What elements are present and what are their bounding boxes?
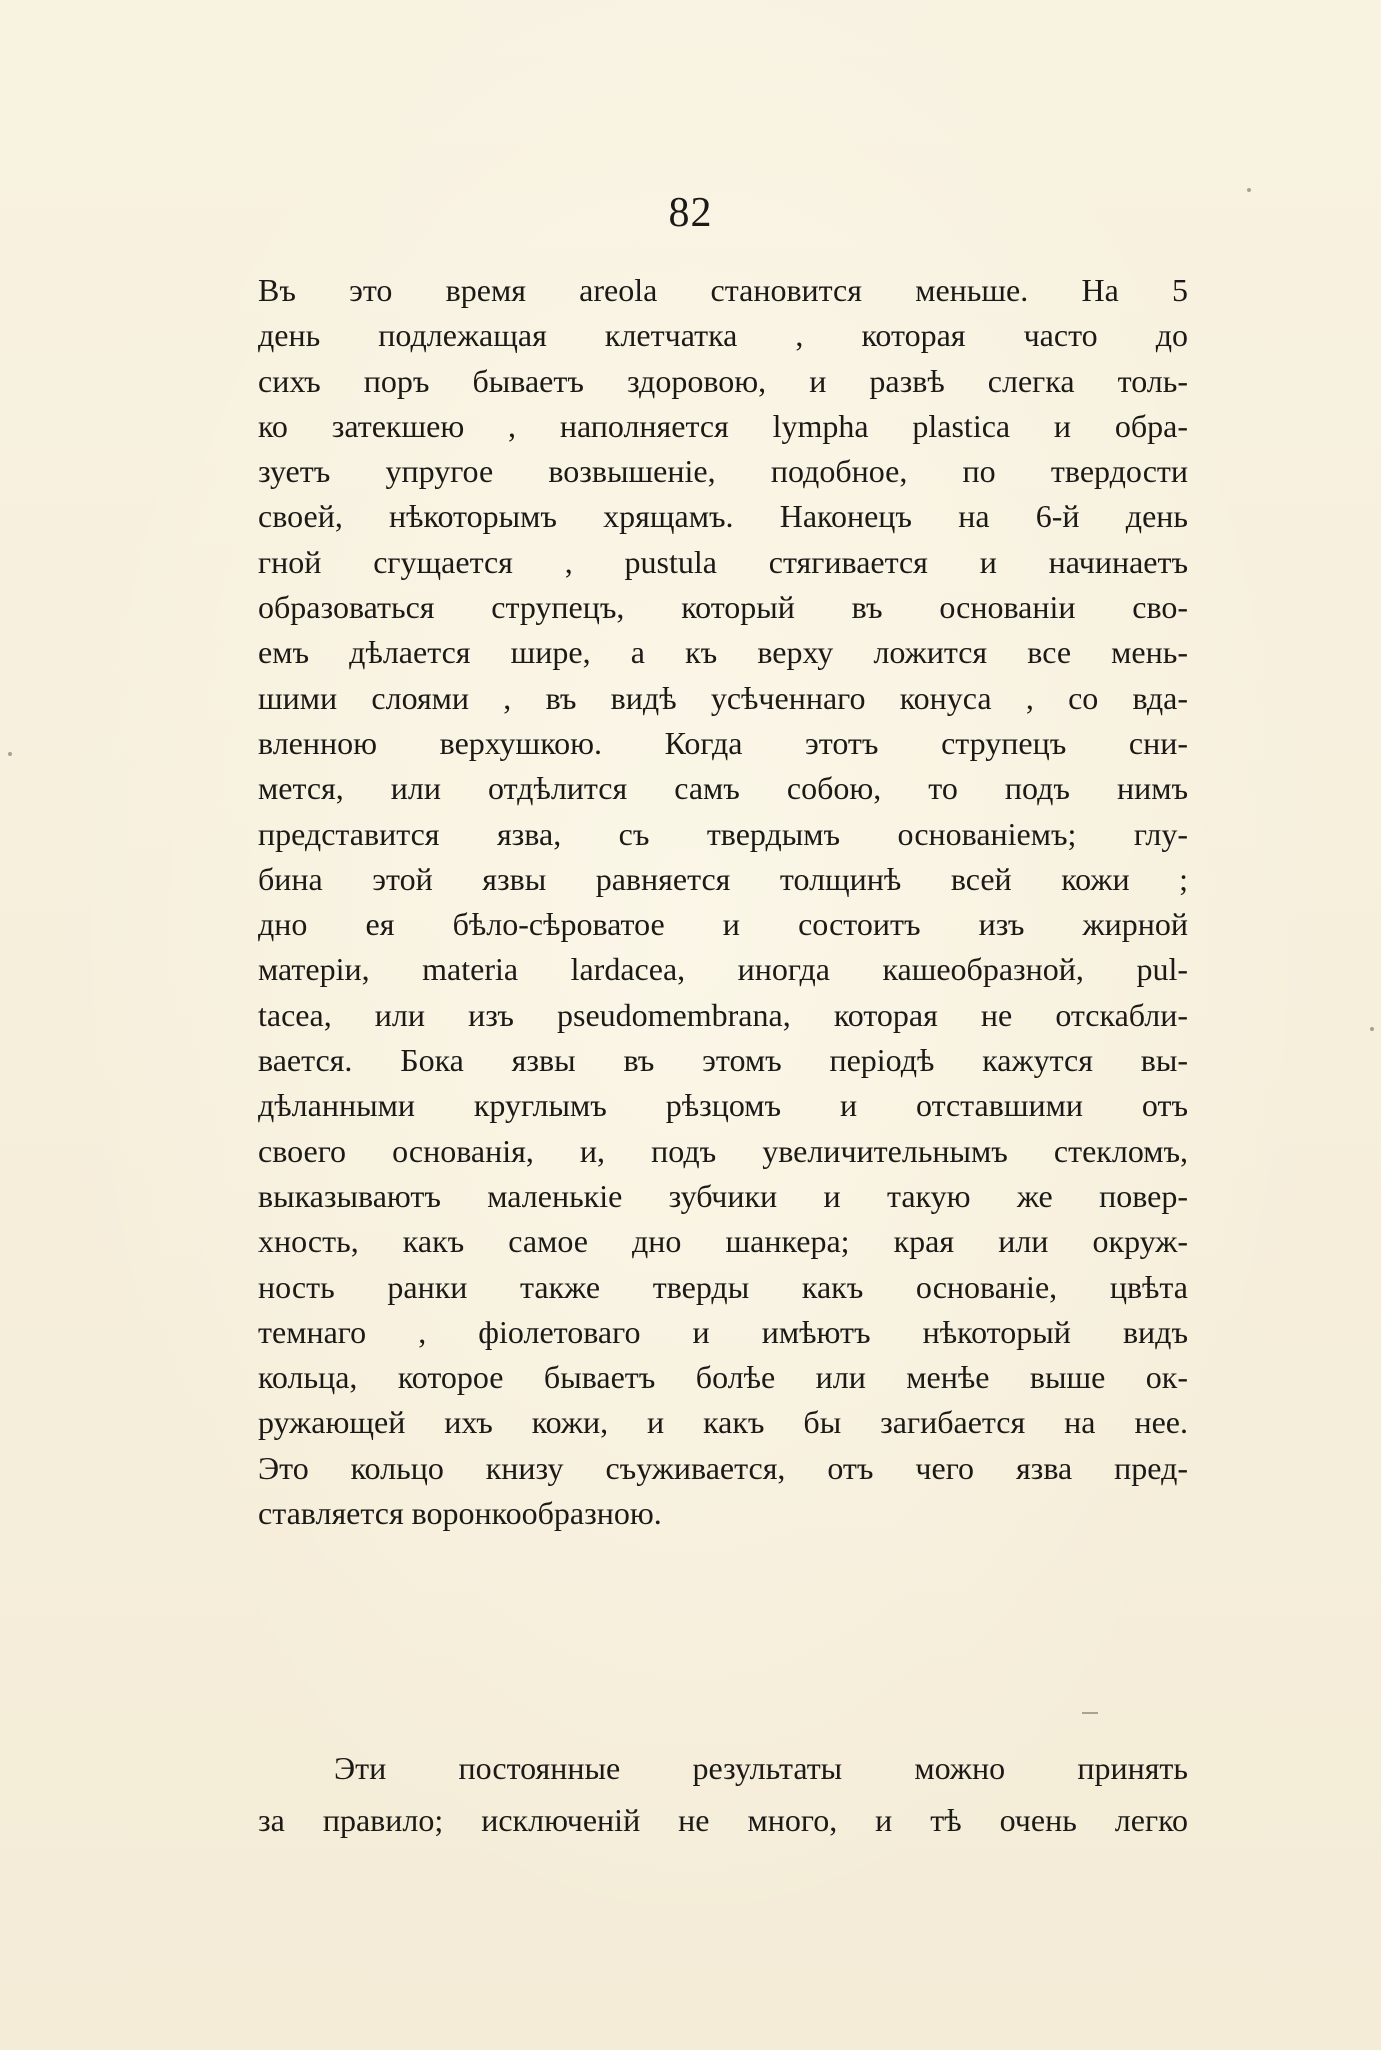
text-line: гной сгущается , pustula стягивается и начинаетъ [258, 543, 1188, 580]
ink-speck [1247, 188, 1251, 192]
separator-mark [1082, 1712, 1098, 1714]
text-line: дѣланными круглымъ рѣзцомъ и отставшими отъ [258, 1087, 1188, 1124]
text-line: дно ея бѣло-сѣроватое и состоитъ изъ жирной [258, 906, 1188, 943]
text-line: представится язва, съ твердымъ основаніемъ; глу- [258, 815, 1188, 852]
text-line: своей, нѣкоторымъ хрящамъ. Наконецъ на 6-й день [258, 498, 1188, 535]
text-line: ставляется воронкообразною. [258, 1495, 662, 1532]
text-line: выказываютъ маленькіе зубчики и такую же повер- [258, 1177, 1188, 1214]
text-line: вается. Бока язвы въ этомъ періодѣ кажутся вы- [258, 1042, 1188, 1079]
text-line: мется, или отдѣлится самъ собою, то подъ нимъ [258, 770, 1188, 807]
text-line: ко затекшею , наполняется lympha plastica и обра- [258, 407, 1188, 444]
ink-speck [8, 752, 12, 756]
text-line: Эти постоянные результаты можно принять [334, 1750, 1188, 1786]
text-line: зуетъ упругое возвышеніе, подобное, по твердости [258, 453, 1188, 490]
text-line: емъ дѣлается шире, а къ верху ложится все мень- [258, 634, 1188, 671]
text-line: ность ранки также тверды какъ основаніе, цвѣта [258, 1268, 1188, 1305]
text-line: своего основанія, и, подъ увеличительнымъ стекломъ, [258, 1132, 1188, 1169]
text-line: темнаго , фіолетоваго и имѣютъ нѣкоторый видъ [258, 1313, 1188, 1350]
ink-speck [1370, 1027, 1374, 1031]
text-line: сихъ поръ бываетъ здоровою, и развѣ слегка толь- [258, 362, 1188, 399]
text-line: ружающей ихъ кожи, и какъ бы загибается на нее. [258, 1404, 1188, 1441]
text-line: шими слоями , въ видѣ усѣченнаго конуса , со вда- [258, 679, 1188, 716]
text-line: бина этой язвы равняется толщинѣ всей кожи ; [258, 860, 1188, 897]
paragraph-1 [258, 268, 1188, 1536]
text-line: tacea, или изъ pseudomembrana, которая не отскабли- [258, 996, 1188, 1033]
text-line: вленною верхушкою. Когда этотъ струпецъ сни- [258, 724, 1188, 761]
text-line: образоваться струпецъ, который въ основаніи сво- [258, 589, 1188, 626]
text-line: день подлежащая клетчатка , которая часто до [258, 317, 1188, 354]
text-line: матеріи, materia lardacea, иногда кашеобразной, pul- [258, 951, 1188, 988]
text-line: Въ это время areola становится меньше. На 5 [258, 272, 1188, 308]
text-line: кольца, которое бываетъ болѣе или менѣе выше ок- [258, 1359, 1188, 1396]
paragraph-2 [258, 1742, 1188, 1846]
page-number: 82 [668, 190, 713, 236]
text-line: хность, какъ самое дно шанкера; края или окруж- [258, 1223, 1188, 1260]
text-line: за правило; исключеній не много, и тѣ очень легко [258, 1802, 1188, 1838]
text-line: Это кольцо книзу съуживается, отъ чего язва пред- [258, 1449, 1188, 1486]
